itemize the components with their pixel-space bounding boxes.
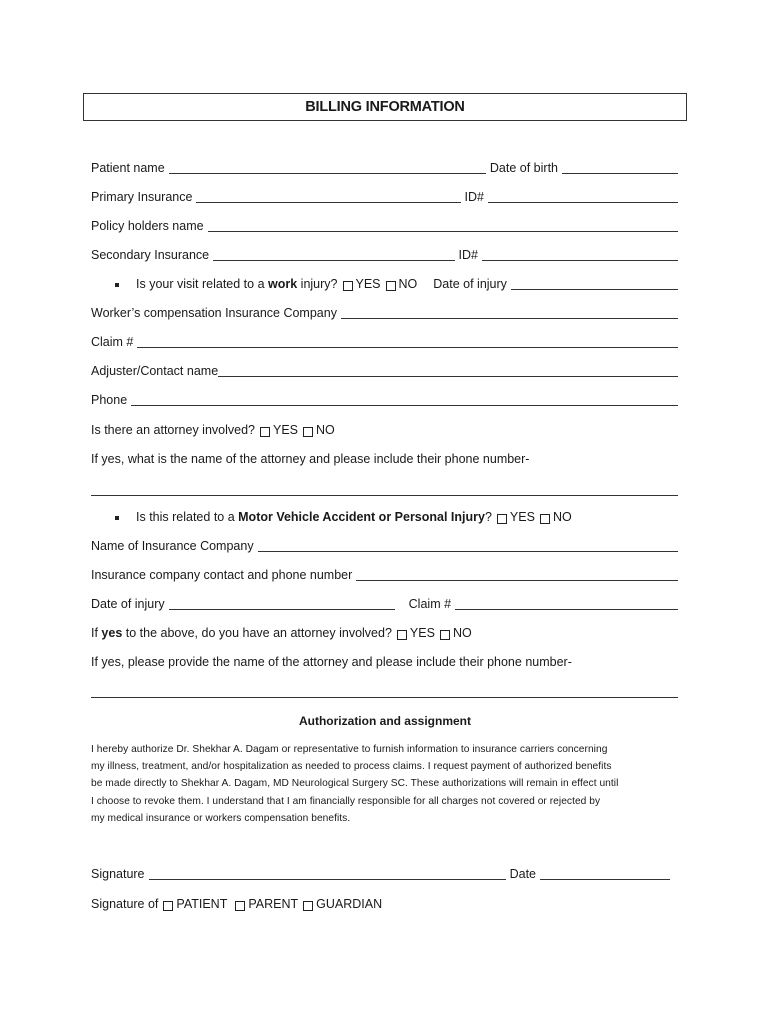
work-injury-yes-checkbox[interactable] (343, 281, 353, 291)
signature-label: Signature (91, 867, 145, 881)
claim-row (91, 334, 678, 350)
attorney2-row (91, 625, 678, 641)
phone-field[interactable] (131, 394, 678, 406)
primary-insurance-row (91, 189, 678, 205)
patient-name-row (91, 160, 678, 176)
work-injury-no-checkbox[interactable] (386, 281, 396, 291)
mva-date-claim-row (91, 596, 678, 612)
claim-field[interactable] (137, 336, 678, 348)
patient-name-label: Patient name (91, 161, 165, 175)
attorney2-no-label: NO (452, 626, 472, 640)
mva-contact-field[interactable] (356, 569, 678, 581)
mva-insurance-row (91, 538, 678, 554)
authorization-paragraph (91, 741, 681, 827)
signature-of-row (91, 896, 678, 912)
attorney-yes-label: YES (273, 423, 299, 437)
mva-claim-field[interactable] (455, 598, 678, 610)
authorization-line: my illness, treatment, and/or hospitalization as needed to process claims. I request payment of authorized benefits (91, 761, 612, 773)
work-date-of-injury-label: Date of injury (433, 277, 507, 291)
secondary-insurance-label: Secondary Insurance (91, 248, 210, 262)
guardian-label: GUARDIAN (316, 897, 383, 911)
primary-id-label: ID# (464, 190, 484, 204)
primary-id-field[interactable] (488, 191, 678, 203)
primary-insurance-field[interactable] (196, 191, 460, 203)
mva-date-of-injury-label: Date of injury (91, 597, 165, 611)
guardian-checkbox[interactable] (303, 901, 313, 911)
work-injury-yes-label: YES (355, 277, 381, 291)
mva-question: Is this related to a Motor Vehicle Accident or Personal Injury? (136, 510, 492, 524)
attorney-info-field[interactable] (91, 495, 678, 496)
phone-row (91, 392, 678, 408)
workers-comp-label: Worker’s compensation Insurance Company (91, 306, 337, 320)
attorney-followup-text: If yes, what is the name of the attorney and please include their phone number- (91, 452, 530, 466)
work-date-of-injury-field[interactable] (511, 278, 678, 290)
authorization-line: I choose to revoke them. I understand that I am financially responsible for all charges not covered or rejected by (91, 795, 601, 807)
attorney2-no-checkbox[interactable] (440, 630, 450, 640)
adjuster-label: Adjuster/Contact name (91, 364, 219, 378)
signature-date-label: Date (509, 867, 536, 881)
authorization-line: I hereby authorize Dr. Shekhar A. Dagam or representative to furnish information to insurance carriers concerning (91, 744, 608, 755)
attorney2-followup-text: If yes, please provide the name of the attorney and please include their phone number- (91, 655, 572, 669)
attorney-no-label: NO (316, 423, 335, 437)
attorney-no-checkbox[interactable] (303, 427, 313, 437)
form-title: BILLING INFORMATION (83, 93, 687, 121)
policy-holders-name-label: Policy holders name (91, 219, 204, 233)
mva-claim-label: Claim # (408, 597, 452, 611)
work-injury-question: Is your visit related to a work injury? (136, 277, 338, 291)
mva-insurance-field[interactable] (258, 540, 678, 552)
bullet-icon (115, 516, 119, 520)
secondary-insurance-row (91, 247, 678, 263)
attorney2-followup-row (91, 654, 678, 670)
adjuster-field[interactable] (218, 365, 678, 377)
signature-field[interactable] (149, 868, 506, 880)
workers-comp-field[interactable] (341, 307, 678, 319)
attorney2-question: If yes to the above, do you have an attorney involved? (91, 626, 392, 640)
parent-label: PARENT (248, 897, 299, 911)
date-of-birth-field[interactable] (562, 162, 678, 174)
claim-label: Claim # (91, 335, 134, 349)
parent-checkbox[interactable] (235, 901, 245, 911)
attorney-yes-checkbox[interactable] (260, 427, 270, 437)
bullet-icon (115, 283, 119, 287)
mva-date-of-injury-field[interactable] (169, 598, 395, 610)
authorization-line: be made directly to Shekhar A. Dagam, MD Neurological Surgery SC. These authorizations will remain in effect until (91, 778, 619, 790)
signature-date-field[interactable] (540, 868, 670, 880)
attorney2-yes-checkbox[interactable] (397, 630, 407, 640)
mva-row (91, 509, 678, 525)
adjuster-row (91, 363, 678, 379)
patient-name-field[interactable] (169, 162, 486, 174)
attorney-row (91, 422, 678, 438)
policy-holder-row (91, 218, 678, 234)
signature-row (91, 866, 670, 882)
policy-holders-name-field[interactable] (208, 220, 678, 232)
mva-yes-checkbox[interactable] (497, 514, 507, 524)
authorization-heading: Authorization and assignment (298, 714, 471, 728)
mva-yes-label: YES (509, 510, 535, 524)
patient-checkbox[interactable] (163, 901, 173, 911)
patient-label: PATIENT (176, 897, 228, 911)
work-injury-row (91, 276, 678, 292)
attorney-followup-row (91, 451, 678, 467)
primary-insurance-label: Primary Insurance (91, 190, 193, 204)
secondary-id-label: ID# (458, 248, 478, 262)
secondary-insurance-field[interactable] (213, 249, 454, 261)
workers-comp-row (91, 305, 678, 321)
work-injury-no-label: NO (398, 277, 418, 291)
phone-label: Phone (91, 393, 128, 407)
authorization-line: my medical insurance or workers compensation benefits. (91, 812, 351, 824)
mva-no-label: NO (552, 510, 572, 524)
signature-of-label: Signature of (91, 897, 159, 911)
mva-no-checkbox[interactable] (540, 514, 550, 524)
mva-contact-row (91, 567, 678, 583)
mva-insurance-label: Name of Insurance Company (91, 539, 254, 553)
attorney2-info-field[interactable] (91, 697, 678, 698)
attorney-question: Is there an attorney involved? (91, 423, 255, 437)
secondary-id-field[interactable] (482, 249, 678, 261)
attorney2-yes-label: YES (409, 626, 435, 640)
date-of-birth-label: Date of birth (489, 161, 558, 175)
mva-contact-label: Insurance company contact and phone number (91, 568, 353, 582)
